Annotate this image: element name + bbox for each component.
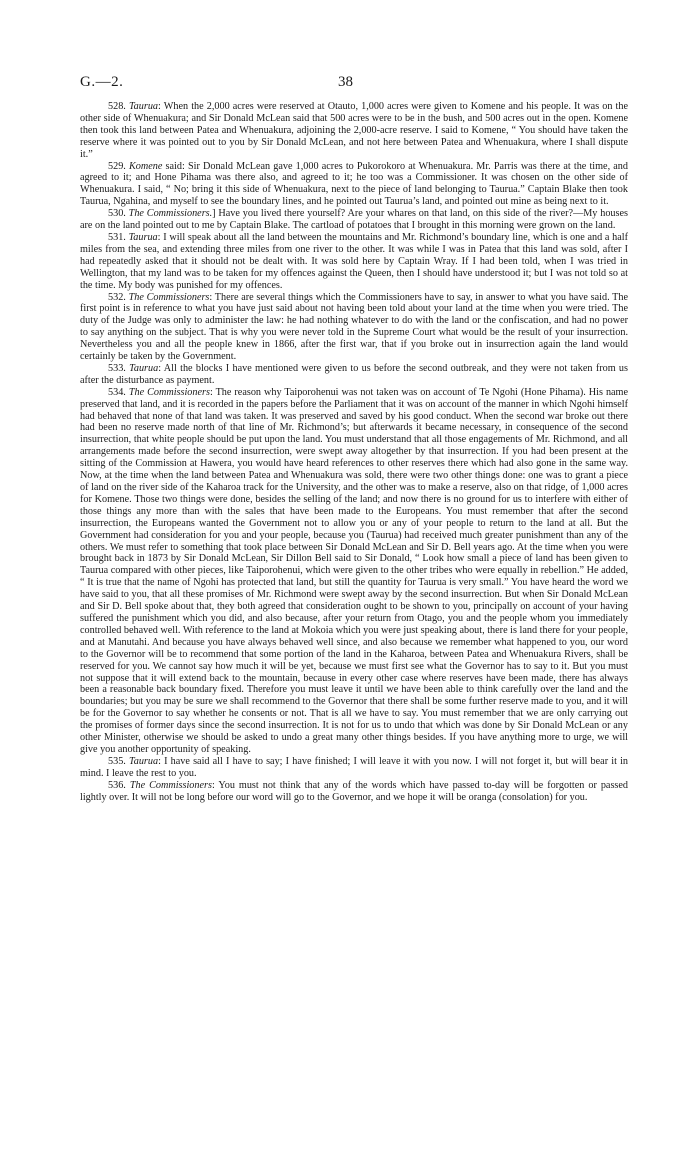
paragraph-text: I will speak about all the land between the mountains and Mr. Richmond’s boundary line, which is one and a half miles from the sea, and extending three miles from one river to the other. It was while I was in Patea that this land was sold, after I had repeatedly asked that it should not be dealt with. It was sold here by Captain Wray. If I had been told, when I was tried in Wellington, that my land was to be taken for my offences against the Queen, then I should have understood it; but I was not told so at the time. My body was punished for my offences. [80,231,628,291]
paragraph-text: There are several things which the Commissioners have to say, in answer to what you have said. The first point is in reference to what you have just said about not having been told about your land at the time when you were tried. The duty of the Judge was only to administer the law: he had nothing whatever to do with the land or the confiscation, and had no power to say anything on the subject. That is why you were never told in the Supreme Court what would be the result of your insurrection. Nevertheless you and all the people knew in 1866, after the first war, that if you broke out in insurrection again the land would certainly be taken by the Government. [80,291,628,363]
paragraph-text: All the blocks I have mentioned were given to us before the second outbreak, and they were not taken from us after the disturbance as payment. [80,362,628,386]
paragraph [80,363,628,387]
speaker-name: Taurua [129,755,159,767]
paragraph-number: 536. [108,779,126,791]
speaker-separator: : [209,386,213,398]
speaker-separator: : [211,779,215,791]
paragraph [80,232,628,292]
paragraph [80,292,628,363]
speaker-name: Taurua [128,101,159,112]
paragraph [80,161,628,209]
speaker-separator: said: [162,160,185,172]
speaker-name: Komene [129,160,163,172]
speaker-separator: : [209,291,213,303]
paragraph-number: 534. [108,386,126,398]
speaker-separator: ] [212,208,216,220]
page-header [80,74,628,94]
paragraph-number: 529. [108,160,126,172]
speaker-separator: : [158,755,161,767]
paragraph-number: 528. [108,101,126,112]
paragraph-text: I have said all I have to say; I have finished; I will leave it with you now. I will not forget it, but will bear it in mind. I leave the rest to you. [80,755,629,779]
speaker-name: The Commissioners [128,386,210,398]
paragraph-text: The reason why Taiporohenui was not taken was on account of Te Ngohi (Hone Pihama). His name preserved that land, and it is recorded in the papers before the Parliament that it was on account of the manner in which Ngohi himself had behaved that none of that land was taken. It was preserved and saved by his good conduct. When the second war broke out there had been no reserve made north of that line of Mr. Richmond’s; but afterwards it became necessary, in consequence of the second insurrection, that white people should be put upon the land. You must understand that all those engagements of Mr. Richmond, and all arrangements made before the second insurrection, were swept away altogether by that insurrection. If you had been present at the sitting of the Commission at Hawera, you would have heard references to other reserves there which had also gone in the same way. Now, at the time when the land between Patea and Whenuakura was sold, there were two other things done: one was to grant a piece of land on the river side of the Kaharoa track for the University, and the other was to make a reserve, also on that ridge, of 1,000 acres for Komene. Those two things were done, besides the selling of the land; and now there is no ground for us to interfere with either of those things any more than with the sales that have been made to the Europeans. You must remember that after the second insurrection, the Europeans wanted the Government not to allow you or any of your people to return to the land at all. But the Government had consideration for you and your people, because you (Taurua) had received much greater punishment than any of the others. We must refer to something that took place between Sir Donald McLean and Sir D. Bell years ago. At the time when you were brought back in 1873 by Sir Donald McLean, Sir Dillon Bell said to Sir Donald, “ Look how small a piece of land has been given to Taurua compared with other pieces, like Taiporohenui, which were given to the other tribes who were equally in rebellion.” He added, “ It is true that the name of Ngohi has protected that land, but still the quantity for Taurua is very small.” You have heard the word we have said to you, that all these promises of Mr. Richmond were swept away by the second insurrection. But when Sir Donald McLean and Sir D. Bell spoke about that, they both agreed that consideration ought to be shown to you, principally on account of your having suffered the punishment which you did, and also because, after your return from Otago, you and the people whom you immediately controlled behaved well. With reference to the land at Mokoia which you were just speaking about, there is land there for your people, and at Manutahi. And because you have always behaved well since, and also because we remember what happened to you, our word to the Governor will be to recommend that some portion of the land in the Kaharoa, between Patea and Whenuakura Rivers, shall be reserved for you. We cannot say how much it will be yet, because we must first see what the Governor has to say to it. But you must not suppose that it will extend back to the mountain, because in every other case where reserves have been made, there has always been a reasonable back boundary fixed. Therefore you must leave it until we have been able to think carefully over the land and the boundaries; but you may be sure we shall recommend to the Governor that there shall be some further reserve made to you, and it will be for the Governor to say whether he consents or not. That is all we have to say. You must remember that we are only carrying out the promises of former days since the second insurrection. It is not for us to undo that which was done by Sir Donald McLean or any other Minister, otherwise we should be asked to undo a great many other things besides. If you have anything more to urge, we will give you another opportunity of speaking. [80,386,629,755]
paragraph [80,387,628,756]
page-reference: G.—2. [80,74,124,90]
speaker-separator: : [157,231,161,243]
paragraph-number: 530. [108,208,126,220]
paragraph-number: 531. [108,231,126,243]
page-number: 38 [338,74,353,90]
speaker-separator: : [158,362,162,374]
paragraph-text: Have you lived there yourself? Are your whares on that land, on this side of the river?—My houses are on the land pointed out to me by Captain Blake. The cartload of potatoes that I brought in this morning were grown on the land. [80,208,628,232]
paragraph-text: When the 2,000 acres were reserved at Otauto, 1,000 acres were given to Komene and his people. It was on the other side of Whenuakura; and Sir Donald McLean said that 500 acres were to be in the bush, and 500 acres out in the open. Komene then took this land between Patea and Whenuakura, adjoining the 2,000-acre reserve. I said to Komene, “ You should have taken the reserve where it was pointed out to you by Sir Donald McLean, and not here between Patea and Whenuakura, where I shall dispute it.” [80,101,629,160]
speaker-name: Taurua [129,362,159,374]
paragraph [80,101,628,161]
paragraph-text: You must not think that any of the words which have passed to-day will be forgotten or passed lightly over. It will not be long before our word will go to the Governor, and we hope it will be oranga (consolation) for you. [80,779,628,803]
speaker-name: The Commissioners [128,291,210,303]
paragraph-number: 535. [108,755,126,767]
speaker-name: Taurua [128,231,158,243]
paragraph-number: 533. [108,362,126,374]
speaker-name: The Commissioners. [128,208,213,220]
speaker-name: The Commissioners [129,779,212,791]
paragraph [80,208,628,232]
speaker-separator: : [158,101,161,112]
paragraph [80,756,628,780]
paragraph-text: Sir Donald McLean gave 1,000 acres to Pukorokoro at Whenuakura. Mr. Parris was there at the time, and agreed to it; and Hone Pihama was there also, and agreed to it; he too was a Commissioner. It was chosen on the other side of Whenuakura. I said, “ No; bring it this side of Whenuakura, next to the piece of land belonging to Taurua.” Captain Blake then took Taurua, Ngahina, and myself to see the boundary lines, and he pointed out Taurua’s land, and pointed out mine as being next to it. [80,160,628,208]
paragraph [80,780,628,804]
paragraph-number: 532. [108,291,126,303]
document-body [80,101,628,803]
